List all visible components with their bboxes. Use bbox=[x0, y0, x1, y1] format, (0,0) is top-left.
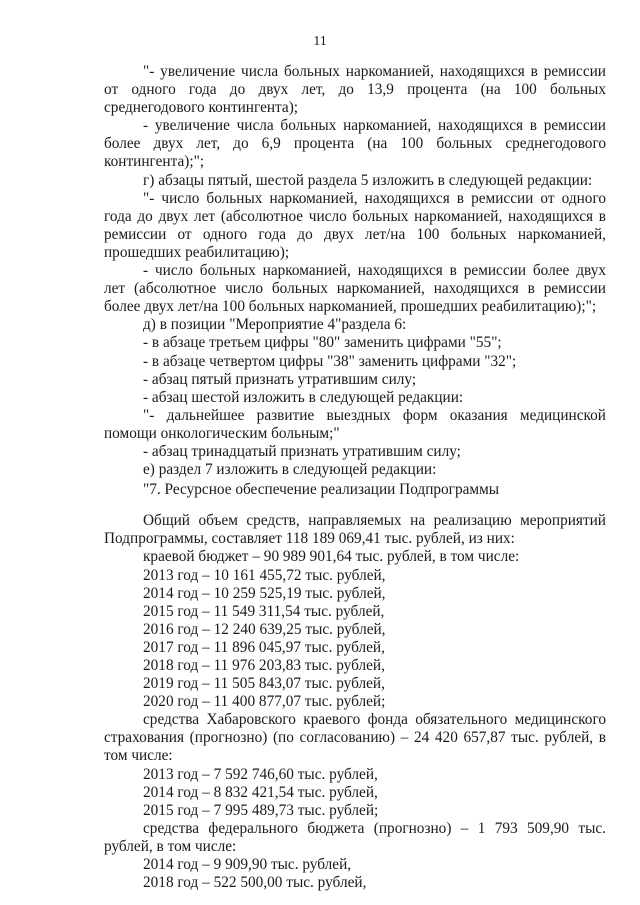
paragraph-29: средства федерального бюджета (прогнозно) – 1 793 509,90 тыс. рублей, в том числе: bbox=[104, 819, 606, 855]
paragraph-25: средства Хабаровского краевого фонда обязательного медицинского страхования (прогнозно) (по согласованию) – 24 420 657,87 тыс. рублей, в том числе: bbox=[104, 711, 606, 765]
year-line: 2019 год – 11 505 843,07 тыс. рублей, bbox=[143, 675, 385, 693]
year-line: 2014 год – 9 909,90 тыс. рублей, bbox=[143, 856, 352, 874]
paragraph-10: - абзац шестой изложить в следующей редакции: bbox=[143, 388, 464, 406]
paragraph-4: "- число больных наркоманией, находящихся в ремиссии от одного года до двух лет (абсолютное число больных наркоманией, находящихся в ремиссии от одного года до двух лет/на 100 больных наркоманией, прошедших реабилитацию); bbox=[104, 189, 606, 261]
paragraph-1: "- увеличение числа больных наркоманией, находящихся в ремиссии от одного года до двух лет, до 13,9 процента (на 100 больных среднегодового контингента); bbox=[104, 63, 606, 117]
year-line: 2013 год – 10 161 455,72 тыс. рублей, bbox=[143, 566, 386, 584]
year-line: 2013 год – 7 592 746,60 тыс. рублей, bbox=[143, 765, 378, 783]
year-line: 2018 год – 522 500,00 тыс. рублей, bbox=[143, 874, 367, 892]
document-body bbox=[104, 63, 606, 892]
year-line: 2016 год – 12 240 639,25 тыс. рублей, bbox=[143, 620, 386, 638]
paragraph-5: - число больных наркоманией, находящихся в ремиссии более двух лет (абсолютное число больных наркоманией, находящихся в ремиссии более двух лет/на 100 больных наркоманией, прошедших реабилитацию);"; bbox=[104, 262, 606, 316]
paragraph-2: - увеличение числа больных наркоманией, находящихся в ремиссии более двух лет, до 6,9 процента (на 100 больных среднегодового контингента);"; bbox=[104, 117, 606, 171]
paragraph-7: - в абзаце третьем цифры "80" заменить цифрами "55"; bbox=[143, 334, 502, 352]
year-line: 2014 год – 8 832 421,54 тыс. рублей, bbox=[143, 783, 378, 801]
paragraph-3: г) абзацы пятый, шестой раздела 5 изложить в следующей редакции: bbox=[143, 171, 593, 189]
year-line: 2020 год – 11 400 877,07 тыс. рублей; bbox=[143, 693, 386, 711]
year-line: 2014 год – 10 259 525,19 тыс. рублей, bbox=[143, 584, 386, 602]
paragraph-6: д) в позиции "Мероприятие 4"раздела 6: bbox=[143, 316, 407, 334]
page-number: 11 bbox=[313, 34, 327, 49]
year-line: 2017 год – 11 896 045,97 тыс. рублей, bbox=[143, 638, 385, 656]
year-line: 2015 год – 11 549 311,54 тыс. рублей, bbox=[143, 602, 385, 620]
paragraph-13: е) раздел 7 изложить в следующей редакции: bbox=[143, 461, 437, 479]
year-line: 2018 год – 11 976 203,83 тыс. рублей, bbox=[143, 657, 385, 674]
section-heading: "7. Ресурсное обеспечение реализации Подпрограммы bbox=[143, 481, 500, 499]
paragraph-8: - в абзаце четвертом цифры "38" заменить цифрами "32"; bbox=[143, 352, 517, 370]
paragraph-16: краевой бюджет – 90 989 901,64 тыс. рублей, в том числе: bbox=[143, 548, 520, 566]
paragraph-11: "- дальнейшее развитие выездных форм оказания медицинской помощи онкологическим больным;" bbox=[104, 406, 606, 442]
paragraph-15: Общий объем средств, направляемых на реализацию мероприятий Подпрограммы, составляет 118 189 069,41 тыс. рублей, из них: bbox=[104, 512, 606, 548]
paragraph-12: - абзац тринадцатый признать утратившим силу; bbox=[143, 442, 461, 460]
year-line: 2015 год – 7 995 489,73 тыс. рублей; bbox=[143, 801, 379, 819]
paragraph-9: - абзац пятый признать утратившим силу; bbox=[143, 370, 417, 388]
